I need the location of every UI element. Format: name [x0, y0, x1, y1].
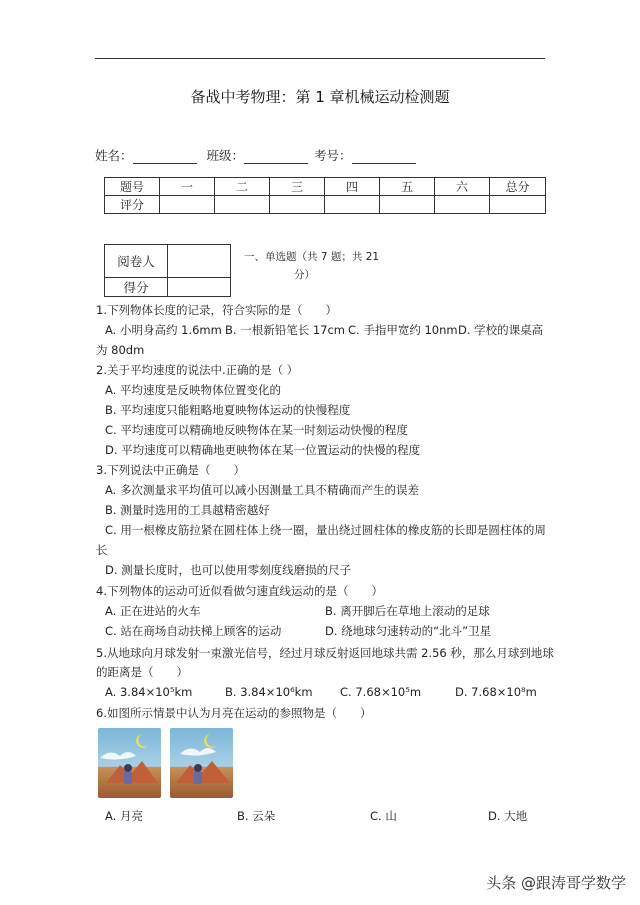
question-stem: 2.关于平均速度的说法中.正确的是（ ） [96, 363, 299, 377]
option[interactable]: C. 用一根橡皮筋拉紧在圆柱体上绕一圈，量出绕过圆柱体的橡皮筋的长即是圆柱体的周 [105, 523, 546, 537]
question-stem: 4.下列物体的运动可近似看做匀速直线运动的是（ ） [96, 584, 383, 598]
scene-image-right [170, 728, 233, 798]
option[interactable]: C. 7.68×10⁵m [340, 685, 422, 699]
score-cell[interactable] [270, 196, 325, 214]
score-header-cell: 四 [325, 178, 380, 196]
name-label: 姓名： [95, 148, 133, 163]
header-rule [95, 58, 545, 59]
section-heading-line: 一、单选题（共 7 题；共 21 [244, 251, 380, 263]
option[interactable]: B. 3.84×10⁶km [225, 685, 313, 699]
option[interactable]: D. 学校的课桌高 [458, 323, 544, 337]
name-blank[interactable] [133, 149, 197, 164]
page-title: 备战中考物理：第 1 章机械运动检测题 [190, 88, 450, 106]
option[interactable]: A. 平均速度是反映物体位置变化的 [105, 383, 281, 397]
option[interactable]: C. 山 [370, 809, 397, 823]
watermark: 头条 @跟涛哥学数学 [486, 874, 626, 892]
score-cell[interactable] [490, 196, 546, 214]
scene-image-left [98, 728, 161, 798]
reviewer-score-cell[interactable] [168, 278, 231, 297]
score-header-cell: 三 [270, 178, 325, 196]
score-cell[interactable] [160, 196, 215, 214]
option[interactable]: D. 测量长度时，也可以使用零刻度线磨损的尺子 [105, 563, 352, 577]
option-continuation: 为 80dm [96, 343, 145, 357]
score-cell[interactable] [435, 196, 490, 214]
option[interactable]: C. 站在商场自动扶梯上顾客的运动 [105, 624, 282, 638]
option[interactable]: A. 3.84×10⁵km [105, 685, 193, 699]
option[interactable]: A. 小明身高约 1.6mm [105, 323, 222, 337]
class-blank[interactable] [244, 149, 308, 164]
question-stem: 3.下列说法中正确是（ ） [96, 463, 245, 477]
option[interactable]: A. 月亮 [105, 809, 143, 823]
id-blank[interactable] [352, 149, 416, 164]
reviewer-cell[interactable] [168, 245, 231, 278]
option[interactable]: D. 7.68×10⁸m [455, 685, 537, 699]
score-cell[interactable] [325, 196, 380, 214]
question-stem: 1.下列物体长度的记录，符合实际的是（ ） [96, 303, 337, 317]
reviewer-label: 阅卷人 [105, 245, 168, 278]
score-header-cell: 六 [435, 178, 490, 196]
score-header-cell: 一 [160, 178, 215, 196]
option[interactable]: A. 正在进站的火车 [105, 604, 201, 618]
option[interactable]: B. 平均速度只能粗略地夏映物体运动的快慢程度 [105, 403, 351, 417]
question-stem: 5.从地球向月球发射一束激光信号，经过月球反射返回地球共需 2.56 秒，那么月球到地球 [96, 646, 554, 660]
option[interactable]: B. 云朵 [237, 809, 276, 823]
score-row [105, 196, 546, 214]
option-continuation: 长 [96, 543, 108, 557]
option[interactable]: C. 平均速度可以精确地反映物体在某一时刻运动快慢的程度 [105, 423, 408, 437]
section-heading-line: 分） [294, 269, 315, 281]
option[interactable]: D. 大地 [488, 809, 528, 823]
score-header-row [105, 178, 546, 196]
student-info [95, 146, 422, 164]
reviewer-score-label: 得分 [105, 278, 168, 297]
option[interactable]: B. 测量时选用的工具越精密越好 [105, 503, 270, 517]
score-header-cell: 题号 [105, 178, 160, 196]
option[interactable]: D. 绕地球匀速转动的“北斗”卫星 [325, 624, 492, 638]
option[interactable]: C. 手指甲宽约 10nm [348, 323, 458, 337]
score-row-label: 评分 [105, 196, 160, 214]
class-label: 班级： [206, 148, 245, 163]
score-header-cell: 二 [215, 178, 270, 196]
question-stem-continuation: 的距离是（ ） [96, 665, 188, 679]
score-cell[interactable] [215, 196, 270, 214]
option[interactable]: A. 多次测量求平均值可以减小因测量工具不精确而产生的误差 [105, 483, 419, 497]
reviewer-table [104, 244, 231, 297]
option[interactable]: B. 一根新铅笔长 17cm [225, 323, 346, 337]
question-stem: 6.如图所示情景中认为月亮在运动的参照物是（ ） [96, 706, 372, 720]
score-cell[interactable] [380, 196, 435, 214]
section-heading [244, 248, 384, 284]
score-table [104, 177, 546, 214]
id-label: 考号： [314, 148, 352, 163]
option[interactable]: B. 离开脚后在草地上滚动的足球 [325, 604, 490, 618]
score-header-cell: 五 [380, 178, 435, 196]
score-header-cell: 总分 [490, 178, 546, 196]
option[interactable]: D. 平均速度可以精确地更映物体在某一位置运动的快慢的程度 [105, 443, 421, 457]
